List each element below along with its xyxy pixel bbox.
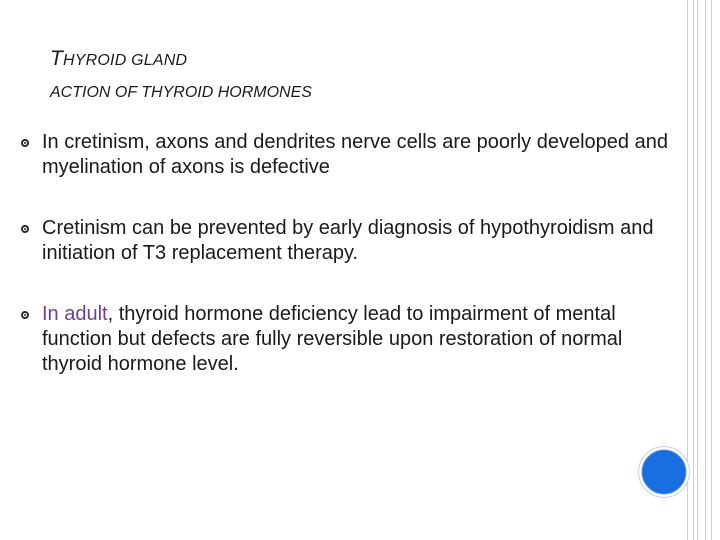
bullet-text: and myelination of axons is defective (42, 131, 668, 178)
bullet-list (20, 130, 670, 377)
bullet-item (20, 302, 670, 377)
side-line (697, 0, 698, 540)
slide-title (50, 47, 187, 71)
ring-bullet-icon (21, 225, 29, 233)
bullet-text: Cretinism can be prevented by early diagnosis of hypothyroidism and initiation of T3 replacement therapy. (42, 217, 654, 264)
bullet-item (20, 130, 670, 180)
bullet-text: , thyroid hormone deficiency lead to impairment of mental function but defects are fully reversible upon restoration of normal thyroid hormone level. (42, 303, 623, 375)
bullet-emphasis: In adult (42, 303, 108, 325)
side-line (687, 0, 688, 540)
slide-subtitle: ACTION OF THYROID HORMONES (50, 84, 312, 101)
ring-bullet-icon (21, 139, 29, 147)
side-line (693, 0, 694, 540)
blue-circle-icon (641, 449, 687, 495)
title-initial: T (50, 47, 64, 70)
bullet-text: In cretinism, axons and dendrites nerve cells are (42, 131, 477, 153)
side-line (711, 0, 712, 540)
bullet-highlight: poorly developed (476, 131, 630, 153)
title-rest: HYROID GLAND (63, 52, 188, 69)
side-line (705, 0, 706, 540)
ring-bullet-icon (21, 311, 29, 319)
bullet-item (20, 216, 670, 266)
